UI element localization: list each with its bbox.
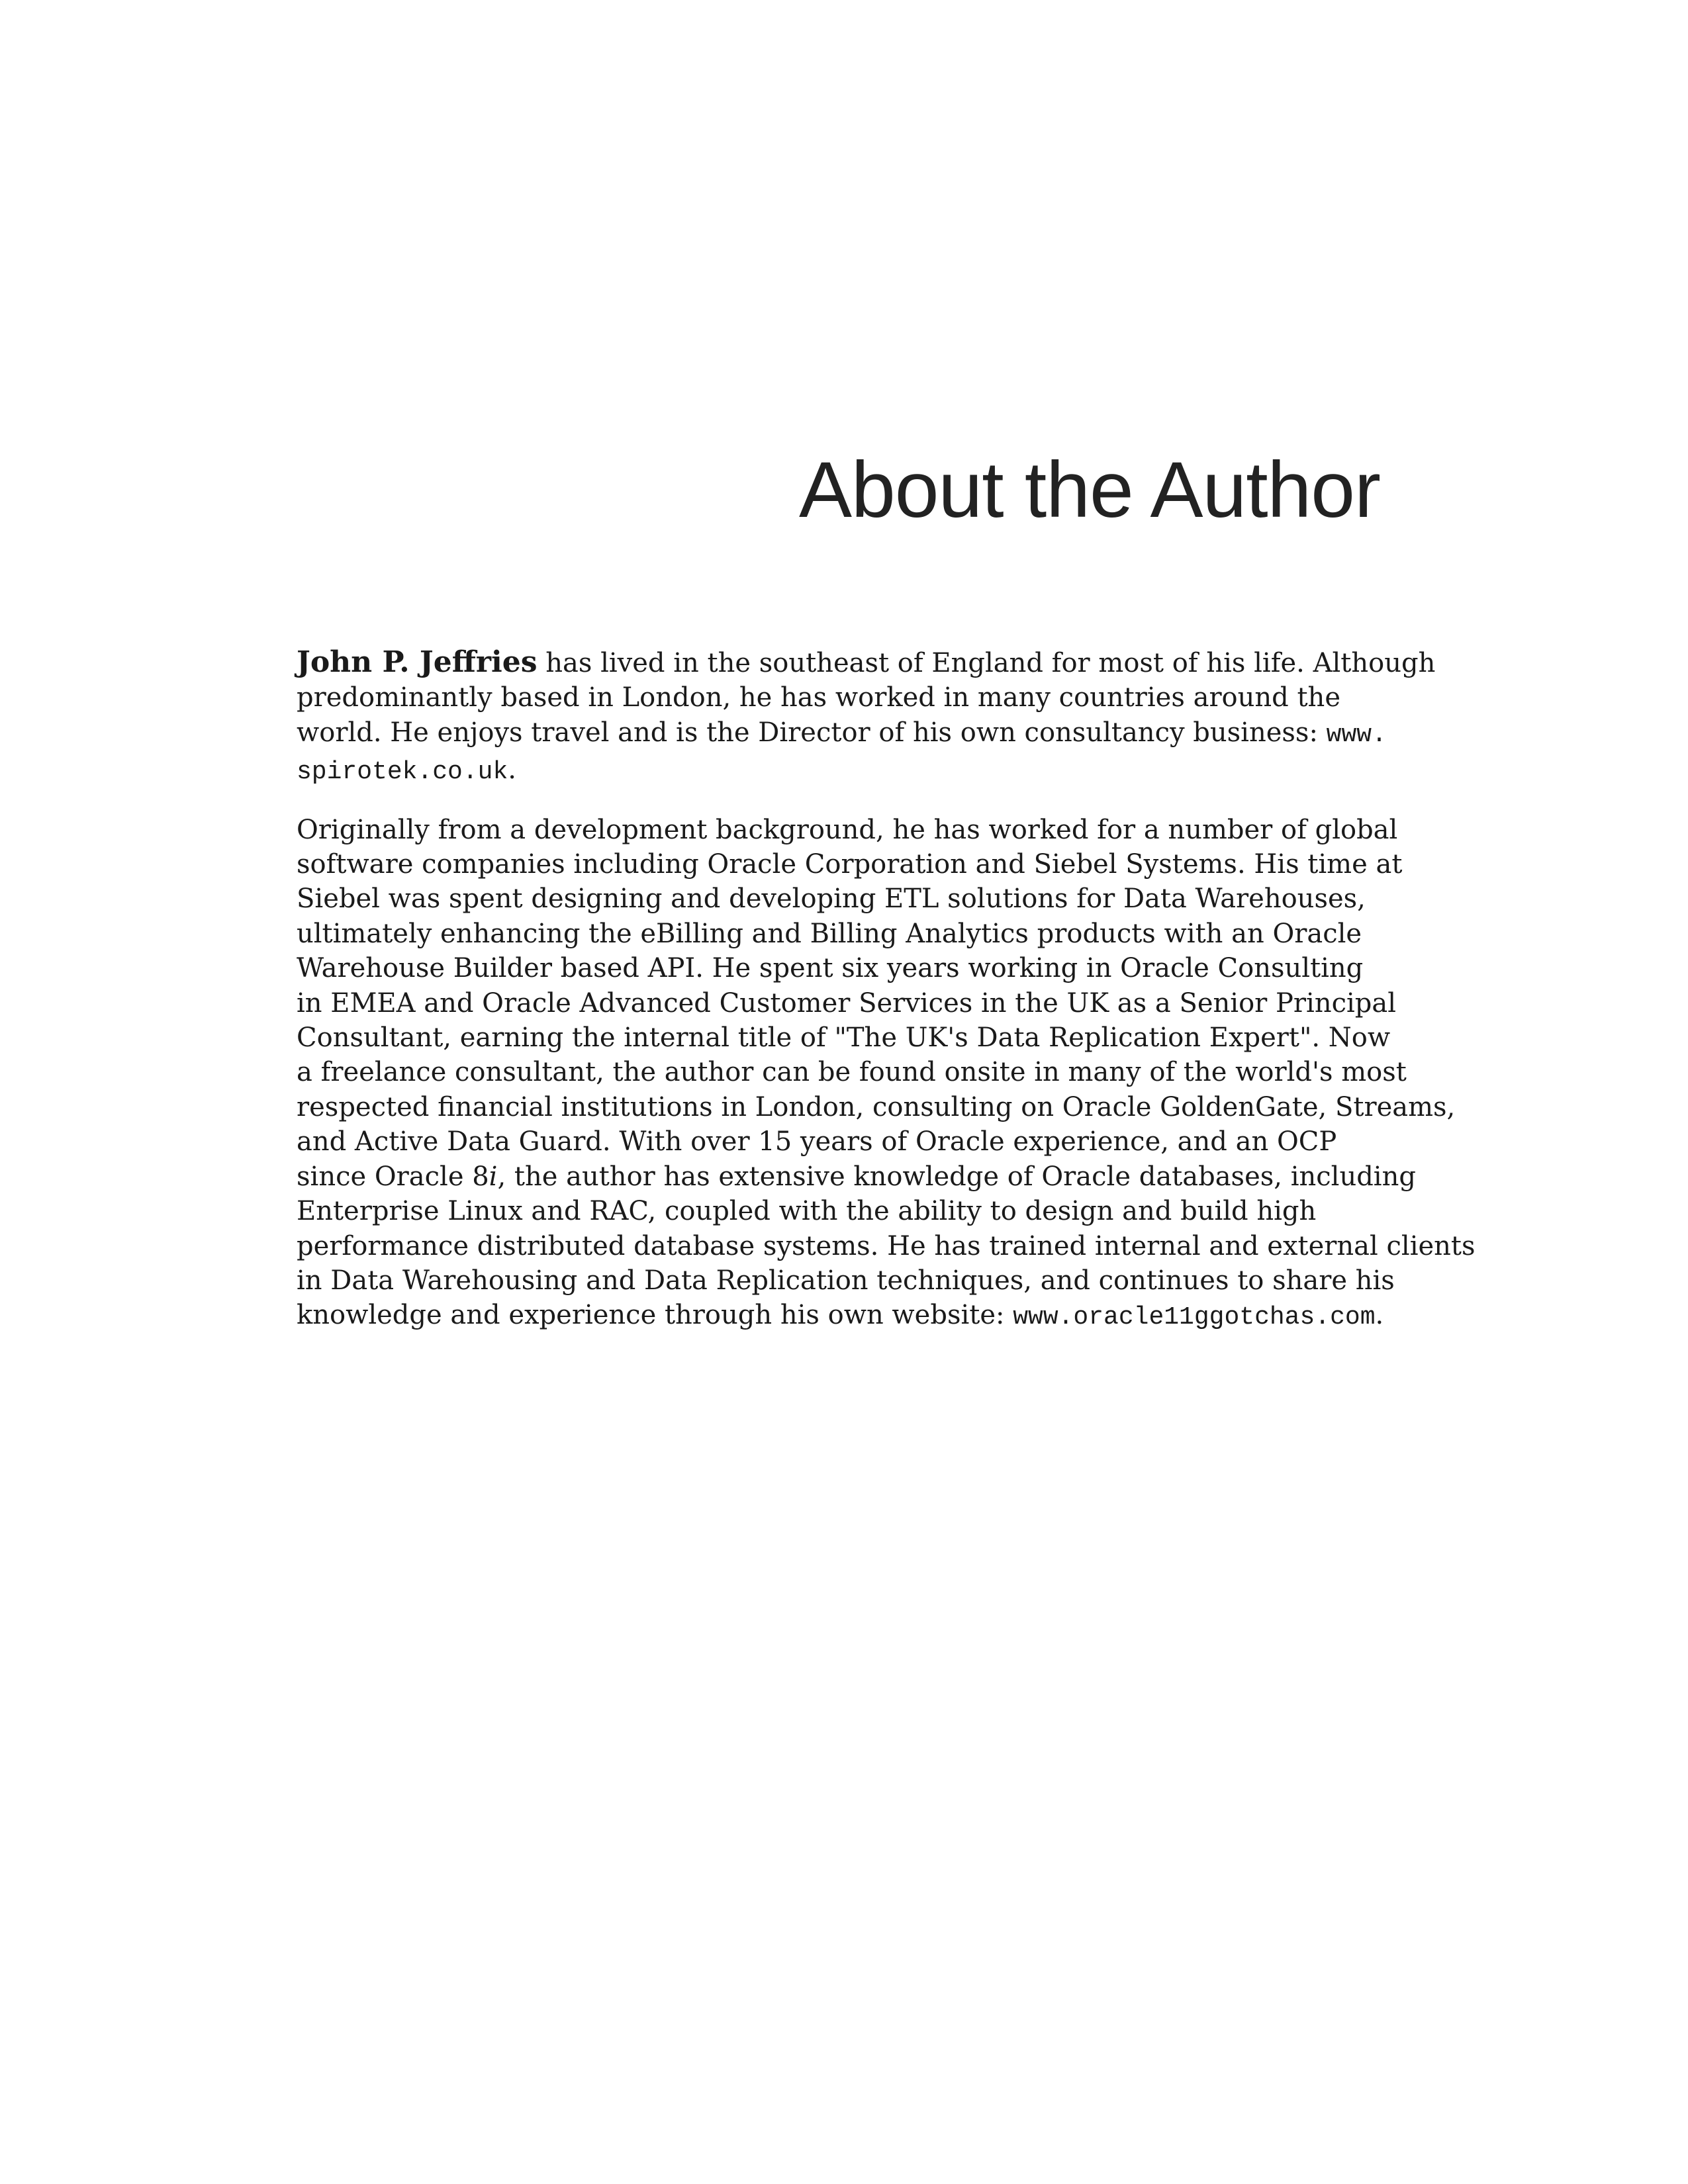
text-line: predominantly based in London, he has worked in many countries around the (297, 682, 1340, 713)
bio-paragraph-2 (297, 813, 1476, 1336)
text-line (297, 752, 1383, 790)
consultancy-url-part-2: spirotek.co.uk (297, 758, 508, 787)
text-line: Warehouse Builder based API. He spent six years working in Oracle Consulting (297, 953, 1364, 984)
text-line: Consultant, earning the internal title of "The UK's Data Replication Expert". Now (297, 1023, 1391, 1054)
text-line (297, 645, 1436, 680)
text-line: a freelance consultant, the author can be found onsite in many of the world's most (297, 1057, 1407, 1088)
text-line: in EMEA and Oracle Advanced Customer Services in the UK as a Senior Principal (297, 987, 1397, 1019)
text-line (297, 715, 1387, 752)
text-line: Siebel was spent designing and developing ETL solutions for Data Warehouses, (297, 884, 1366, 915)
text-span: has lived in the southeast of England for most of his life. Although (537, 648, 1436, 678)
text-line: Originally from a development background, he has worked for a number of global (297, 814, 1398, 845)
text-span: since Oracle 8 (297, 1161, 489, 1192)
consultancy-url-part-1: www. (1326, 720, 1387, 749)
page-title: About the Author (798, 445, 1380, 534)
bio-paragraph-1 (297, 645, 1436, 790)
italic-version-suffix: i (489, 1161, 498, 1192)
author-name: John P. Jeffries (297, 645, 538, 679)
text-span: . (1375, 1300, 1384, 1331)
text-span: . (508, 754, 516, 786)
text-line: and Active Data Guard. With over 15 years of Oracle experience, and an OCP (297, 1126, 1337, 1158)
text-span: , the author has extensive knowledge of Oracle databases, including (497, 1161, 1416, 1192)
text-line: software companies including Oracle Corporation and Siebel Systems. His time at (297, 849, 1403, 880)
text-line (297, 1160, 1416, 1194)
text-span: knowledge and experience through his own website: (297, 1300, 1013, 1331)
text-line: in Data Warehousing and Data Replication techniques, and continues to share his (297, 1265, 1395, 1296)
website-url: www.oracle11ggotchas.com (1013, 1303, 1376, 1332)
text-line (297, 1298, 1383, 1335)
author-bio (297, 645, 1476, 1336)
text-line: respected financial institutions in London, consulting on Oracle GoldenGate, Streams, (297, 1091, 1456, 1122)
text-span: world. He enjoys travel and is the Director of his own consultancy business: (297, 717, 1327, 748)
text-line: Enterprise Linux and RAC, coupled with the ability to design and build high (297, 1196, 1317, 1227)
text-line: performance distributed database systems. He has trained internal and external clients (297, 1230, 1476, 1261)
text-line: ultimately enhancing the eBilling and Billing Analytics products with an Oracle (297, 918, 1362, 949)
